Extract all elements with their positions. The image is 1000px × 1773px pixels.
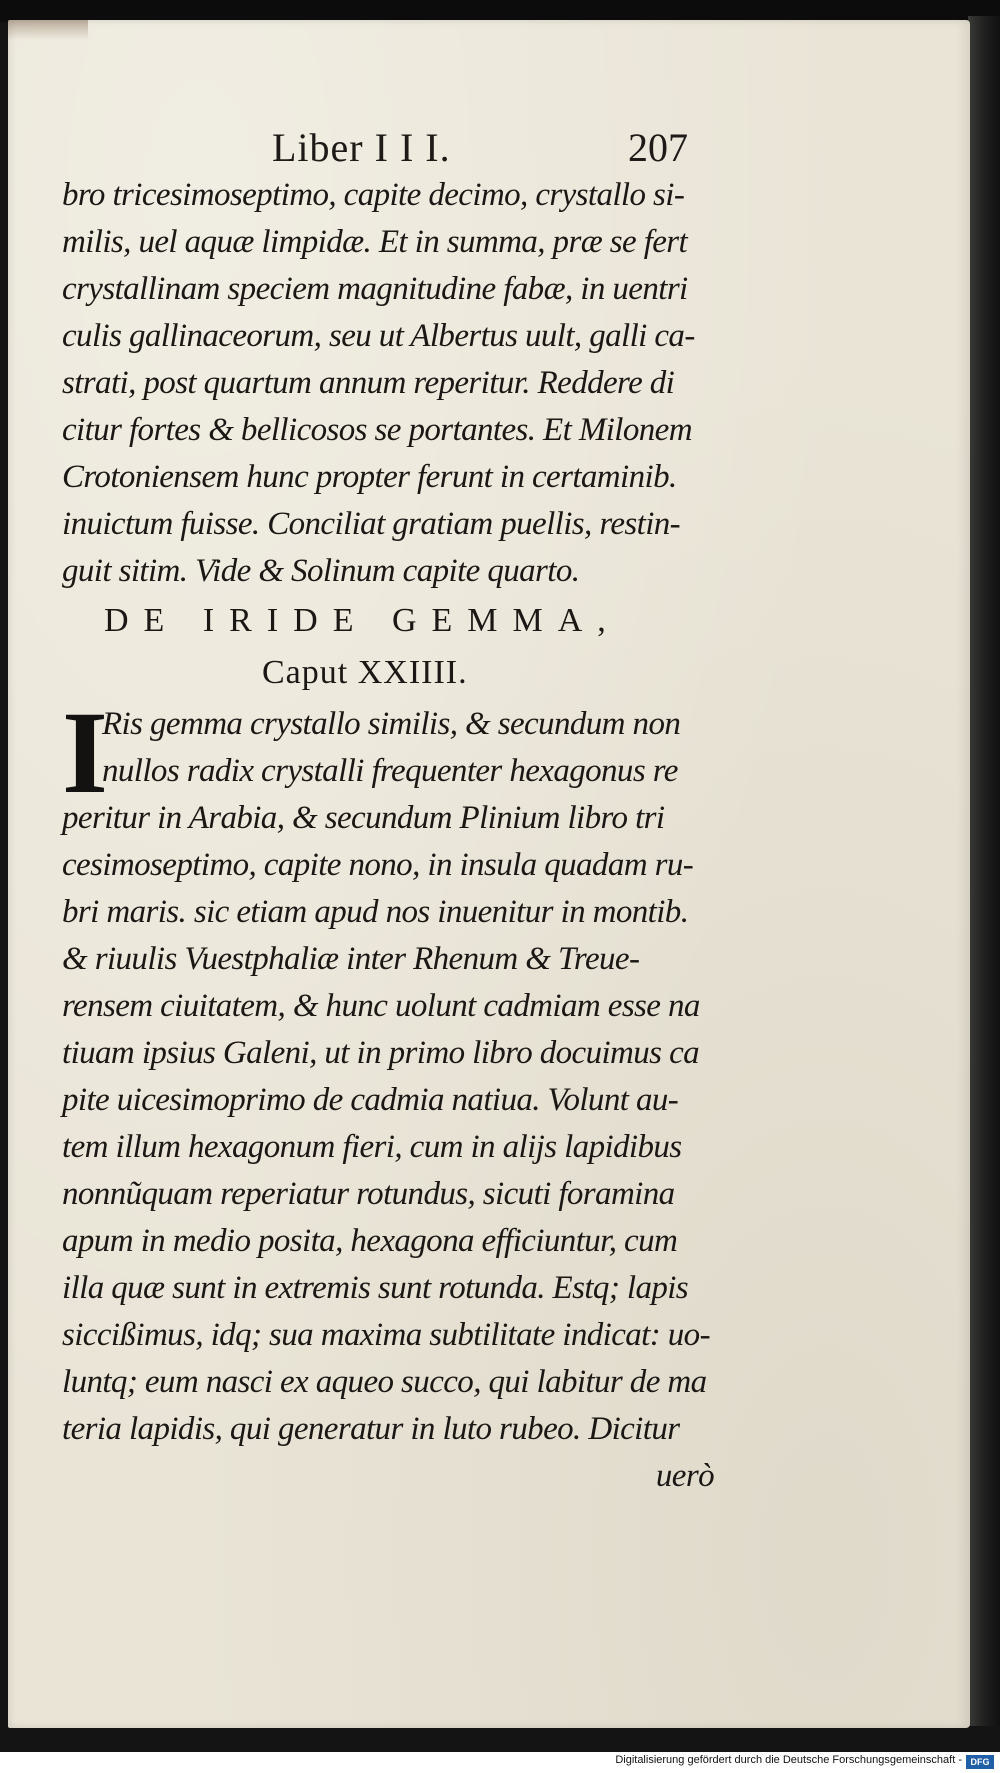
text-line: inuictum fuisse. Conciliat gratiam puellis, restin-: [62, 506, 681, 542]
drop-cap-initial: I: [62, 687, 108, 818]
text-line: pite uicesimoprimo de cadmia natiua. Volunt au-: [62, 1082, 679, 1118]
chapter-number: Caput XXIIII.: [262, 654, 468, 691]
text-line: culis gallinaceorum, seu ut Albertus uult, galli ca-: [62, 318, 695, 354]
scan-top-border: [0, 0, 1000, 22]
paper-stain: [8, 20, 88, 40]
text-line: peritur in Arabia, & secundum Plinium libro tri: [62, 800, 665, 836]
text-line: cesimoseptimo, capite nono, in insula quadam ru-: [62, 847, 694, 883]
text-line: & riuulis Vuestphaliæ inter Rhenum & Treue-: [62, 941, 640, 977]
text-line: guit sitim. Vide & Solinum capite quarto.: [62, 553, 580, 589]
text-line: tiuam ipsius Galeni, ut in primo libro docuimus ca: [62, 1035, 700, 1071]
text-line: nullos radix crystalli frequenter hexagonus re: [102, 753, 678, 789]
text-line: nonnũquam reperiatur rotundus, sicuti foramina: [62, 1176, 675, 1212]
text-line: apum in medio posita, hexagona efficiuntur, cum: [62, 1223, 678, 1259]
digitization-footer: [0, 1752, 1000, 1773]
text-line: siccißimus, idq; sua maxima subtilitate indicat: uo-: [62, 1317, 710, 1353]
footer-credit: Digitalisierung gefördert durch die Deutsche Forschungsgemeinschaft -: [615, 1754, 962, 1766]
text-line: citur fortes & bellicosos se portantes. Et Milonem: [62, 412, 692, 448]
running-head: [0, 124, 1000, 176]
page-number: 207: [628, 125, 688, 170]
text-line: teria lapidis, qui generatur in luto rubeo. Dicitur: [62, 1411, 680, 1447]
text-line: rensem ciuitatem, & hunc uolunt cadmiam esse na: [62, 988, 700, 1024]
running-head-title: Liber I I I.: [272, 125, 451, 170]
text-line: Ris gemma crystallo similis, & secundum non: [102, 706, 681, 742]
book-edge-shadow: [968, 16, 1000, 1726]
chapter-heading: DE IRIDE GEMMA,: [104, 602, 621, 639]
text-line: bro tricesimoseptimo, capite decimo, crystallo si-: [62, 177, 685, 213]
text-line: illa quæ sunt in extremis sunt rotunda. Estq; lapis: [62, 1270, 689, 1306]
text-line: crystallinam speciem magnitudine fabæ, in uentri: [62, 271, 688, 307]
catchword: uerò: [655, 1458, 714, 1494]
text-line: bri maris. sic etiam apud nos inuenitur in montib.: [62, 894, 689, 930]
text-line: milis, uel aquæ limpidæ. Et in summa, præ se fert: [62, 224, 688, 260]
text-line: Crotoniensem hunc propter ferunt in certaminib.: [62, 459, 677, 495]
dfg-logo: DFG: [966, 1755, 994, 1769]
text-line: strati, post quartum annum reperitur. Reddere di: [62, 365, 675, 401]
paragraph-2: [62, 687, 722, 1500]
text-line: tem illum hexagonum fieri, cum in alijs lapidibus: [62, 1129, 682, 1165]
text-block: [62, 172, 722, 1500]
paragraph-1: [62, 172, 722, 595]
text-line: luntq; eum nasci ex aqueo succo, qui labitur de ma: [62, 1364, 707, 1400]
